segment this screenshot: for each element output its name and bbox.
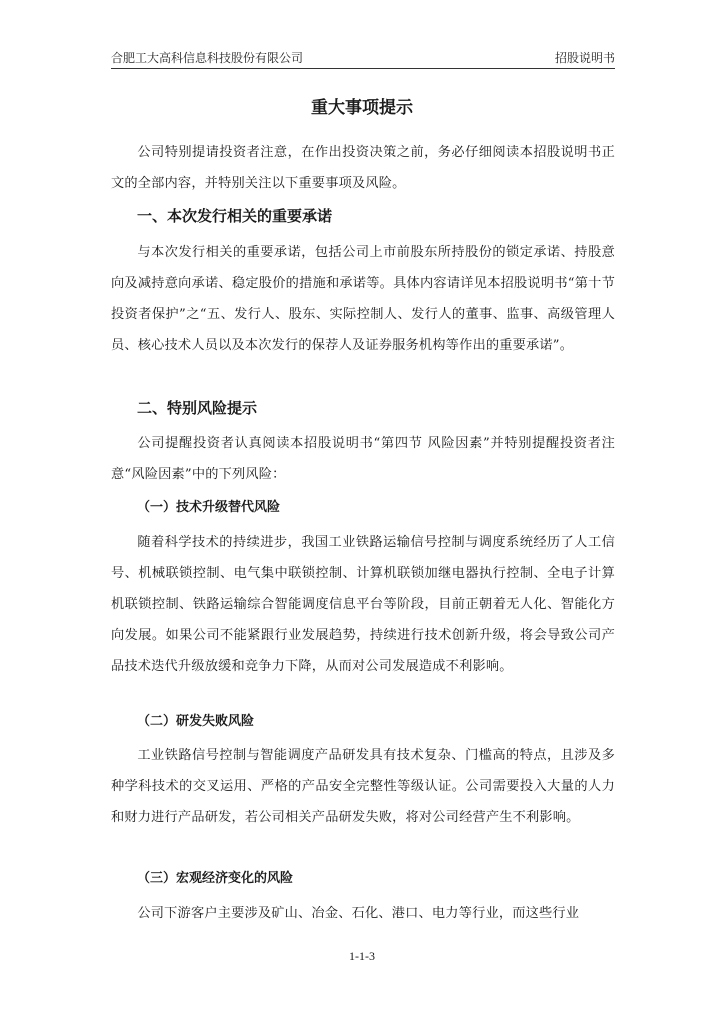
- intro-paragraph: 公司特别提请投资者注意，在作出投资决策之前，务必仔细阅读本招股说明书正文的全部内容，并特别关注以下重要事项及风险。: [111, 145, 615, 191]
- risk2-paragraph: 工业铁路信号控制与智能调度产品研发具有技术复杂、门槛高的特点，且涉及多种学科技术的交叉运用、严格的产品安全完整性等级认证。公司需要投入大量的人力和财力进行产品研发，若公司相关产品研发失败，将对公司经营产生不利影响。: [111, 748, 615, 825]
- section1-paragraph: 与本次发行相关的重要承诺，包括公司上市前股东所持股份的锁定承诺、持股意向及减持意向承诺、稳定股价的措施和承诺等。具体内容请详见本招股说明书“第十节 投资者保护”之“五、发行人、股东、实际控制人、发行人的董事、监事、高级管理人员、核心技术人员以及本次发行的保荐人及证券服务机构等作出的重要承诺”。: [111, 245, 615, 353]
- page-title: 重大事项提示: [311, 98, 413, 118]
- header-document-type: 招股说明书: [554, 51, 615, 65]
- section2-heading: 二、特别风险提示: [137, 399, 258, 417]
- section1-heading: 一、本次发行相关的重要承诺: [137, 207, 333, 225]
- risk2-heading: （二）研发失败风险: [137, 714, 255, 729]
- risk3-heading: （三）宏观经济变化的风险: [137, 871, 294, 886]
- section2-paragraph: 公司提醒投资者认真阅读本招股说明书“第四节 风险因素”并特别提醒投资者注意“风险因素”中的下列风险：: [111, 436, 615, 482]
- risk3-paragraph: 公司下游客户主要涉及矿山、冶金、石化、港口、电力等行业，而这些行业: [137, 906, 580, 921]
- risk1-heading: （一）技术升级替代风险: [137, 500, 281, 515]
- page-number: 1-1-3: [349, 949, 375, 963]
- header-company-name: 合肥工大高科信息科技股份有限公司: [111, 51, 304, 65]
- risk1-paragraph: 随着科学技术的持续进步，我国工业铁路运输信号控制与调度系统经历了人工信号、机械联锁控制、电气集中联锁控制、计算机联锁加继电器执行控制、全电子计算机联锁控制、铁路运输综合智能调度信息平台等阶段，目前正朝着无人化、智能化方向发展。如果公司不能紧跟行业发展趋势，持续进行技术创新升级，将会导致公司产品技术迭代升级放缓和竞争力下降，从而对公司发展造成不利影响。: [111, 535, 615, 674]
- page-header: [111, 48, 615, 69]
